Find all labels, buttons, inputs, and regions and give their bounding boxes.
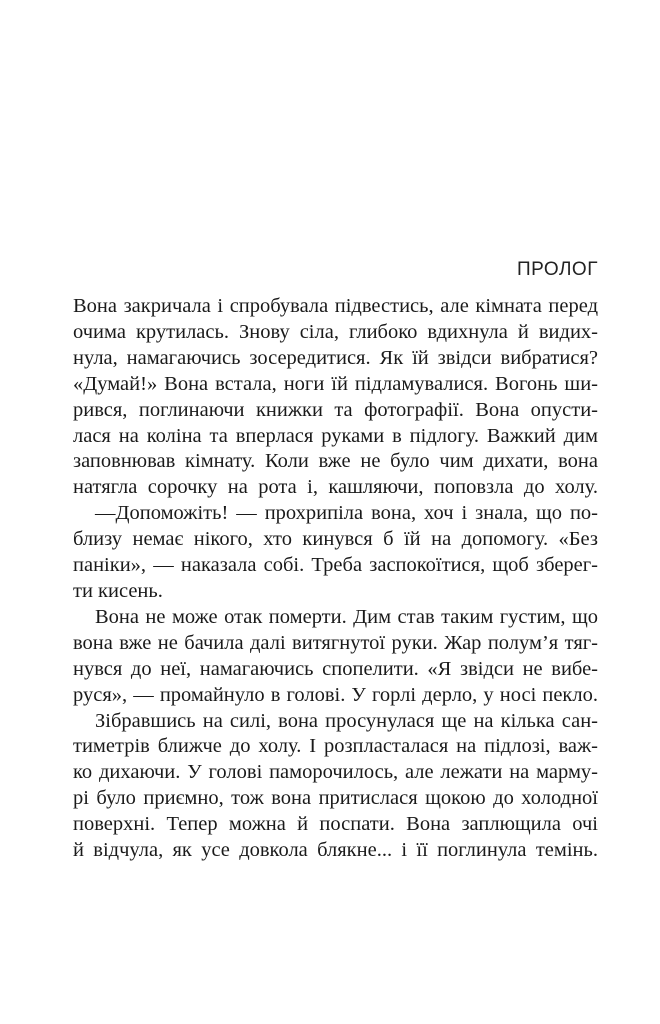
text-line: заповнював кімнату. Коли вже не було чим дихати, вона	[73, 450, 598, 473]
text-line: вона вже не бачила далі витягнутої руки. Жар полум’я тяг-	[73, 631, 598, 654]
text-line: паніки», — наказала собі. Треба заспокоїтися, щоб зберег-	[73, 554, 598, 577]
text-line: нувся до неї, намагаючись спопелити. «Я звідси не вибе-	[73, 657, 598, 680]
text-line: Зібравшись на силі, вона просунулася ще на кілька сан-	[95, 709, 598, 732]
text-line: натягла сорочку на рота і, кашляючи, поповзла до холу.	[73, 476, 598, 499]
text-line: рі було приємно, тож вона притислася щокою до холодної	[73, 787, 598, 810]
text-line: руся», — промайнуло в голові. У горлі дерло, у носі пекло.	[73, 683, 598, 706]
text-line: Вона не може отак померти. Дим став таким густим, що	[95, 605, 598, 628]
text-line: близу немає нікого, хто кинувся б їй на допомогу. «Без	[73, 528, 598, 551]
body-text	[73, 294, 598, 864]
text-line: —Допоможіть! — прохрипіла вона, хоч і знала, що по-	[95, 502, 598, 525]
text-line: рився, поглинаючи книжки та фотографії. Вона опусти-	[73, 398, 598, 421]
chapter-title: ПРОЛОГ	[516, 259, 598, 280]
text-line: нула, намагаючись зосередитися. Як їй звідси вибратися?	[73, 346, 598, 369]
text-line: тиметрів ближче до холу. І розпласталася на підлозі, важ-	[73, 735, 598, 758]
text-line: поверхні. Тепер можна й поспати. Вона заплющила очі	[73, 813, 598, 836]
text-line: ти кисень.	[73, 579, 163, 602]
text-line: «Думай!» Вона встала, ноги їй підламувалися. Вогонь ши-	[73, 372, 598, 395]
text-line: Вона закричала і спробувала підвестись, але кімната перед	[73, 295, 598, 317]
text-line: й відчула, як усе довкола блякне... і її поглинула темінь.	[73, 839, 598, 862]
text-line: очима крутилась. Знову сіла, глибоко вдихнула й видих-	[73, 320, 598, 343]
text-line: лася на коліна та вперлася руками в підлогу. Важкий дим	[73, 424, 598, 447]
text-line: ко дихаючи. У голові паморочилось, але лежати на марму-	[73, 761, 598, 784]
